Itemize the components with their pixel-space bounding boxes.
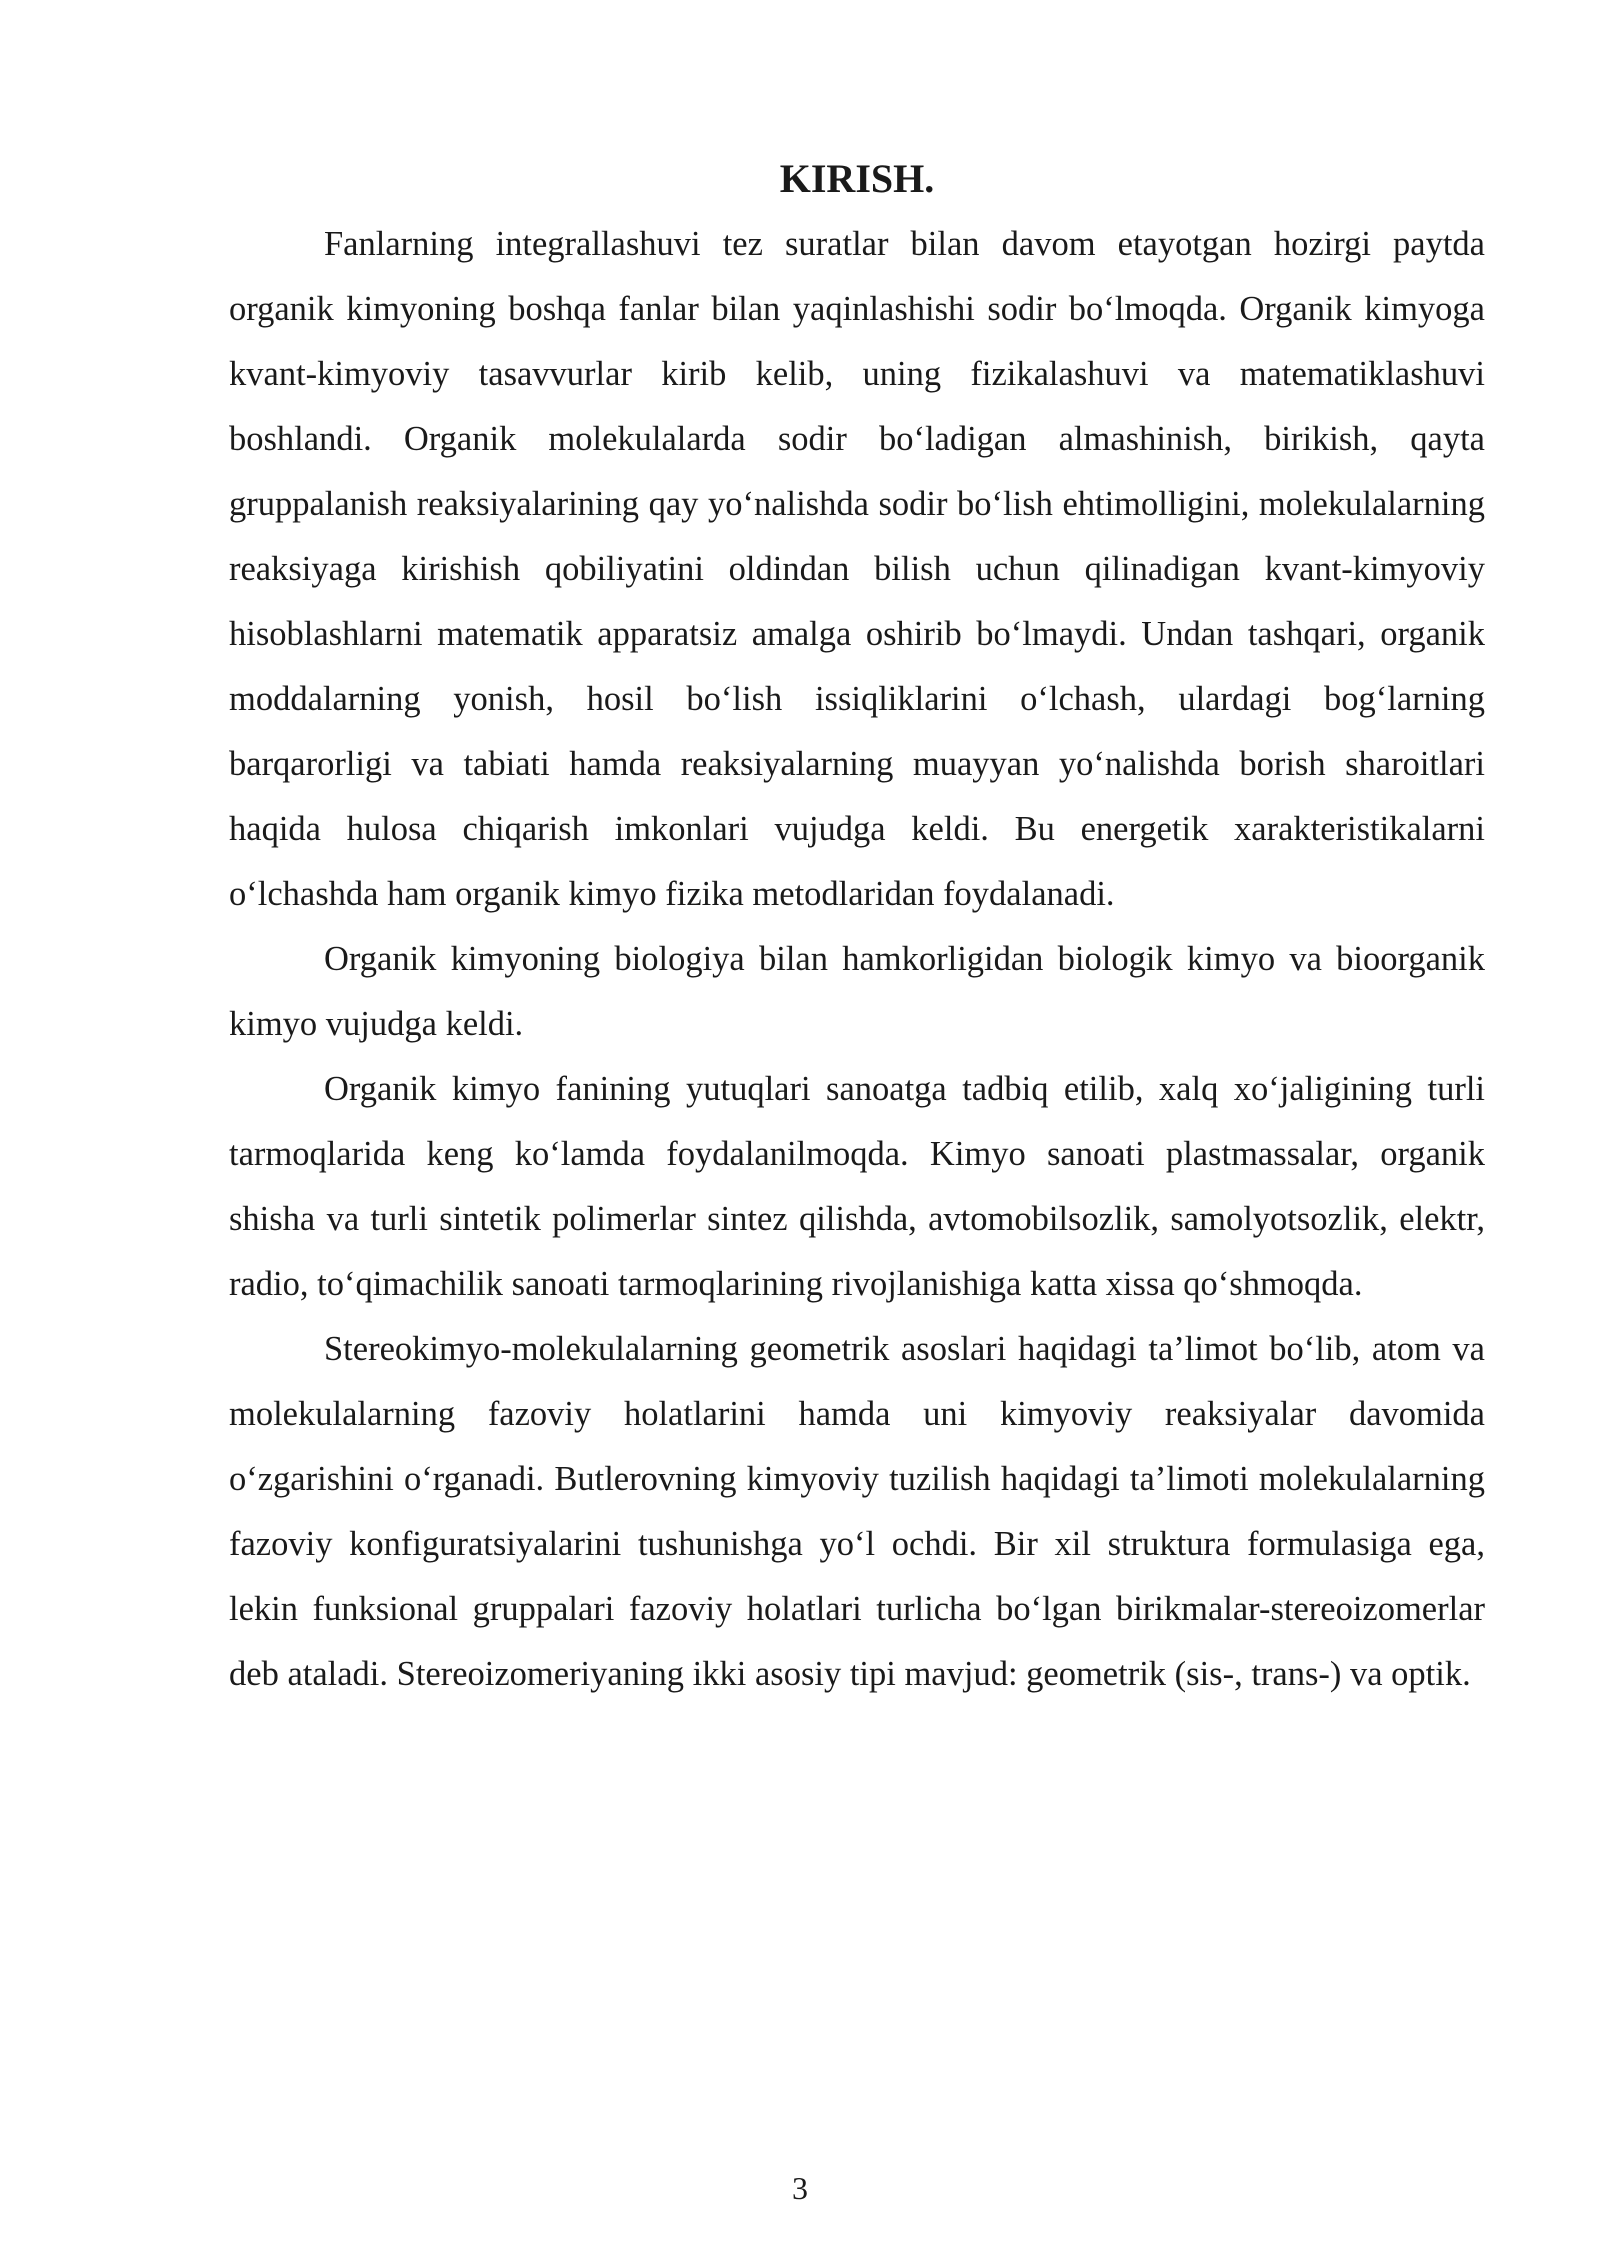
- paragraph-2: Organik kimyoning biologiya bilan hamkorligidan biologik kimyo va bioorganik kimyo vujudga keldi.: [229, 940, 1485, 1043]
- paragraph-4: Stereokimyo-molekulalarning geometrik asoslari haqidagi ta’limot bo‘lib, atom va molekulalarning fazoviy holatlarini hamda uni kimyoviy reaksiyalar davomida o‘zgarishini o‘rganadi. Butlerovning kimyoviy tuzilish haqidagi ta’limoti molekulalarning fazoviy konfiguratsiyalarini tushunishga yo‘l ochdi. Bir xil struktura formulasiga ega, lekin funksional gruppalari fazoviy holatlari turlicha bo‘lgan birikmalar-stereoizomerlar deb ataladi. Stereoizomeriyaning ikki asosiy tipi mavjud: geometrik (sis-, trans-) va optik.: [229, 1330, 1485, 1693]
- section-title: KIRISH.: [779, 156, 935, 201]
- paragraph-1: Fanlarning integrallashuvi tez suratlar bilan davom etayotgan hozirgi paytda organik kimyoning boshqa fanlar bilan yaqinlashishi sodir bo‘lmoqda. Organik kimyoga kvant-kimyoviy tasavvurlar kirib kelib, uning fizikalashuvi va matematiklashuvi boshlandi. Organik molekulalarda sodir bo‘ladigan almashinish, birikish, qayta gruppalanish reaksiyalarining qay yo‘nalishda sodir bo‘lish ehtimolligini, molekulalarning reaksiyaga kirishish qobiliyatini oldindan bilish uchun qilinadigan kvant-kimyoviy hisoblashlarni matematik apparatsiz amalga oshirib bo‘lmaydi. Undan tashqari, organik moddalarning yonish, hosil bo‘lish issiqliklarini o‘lchash, ulardagi bog‘larning barqarorligi va tabiati hamda reaksiyalarning muayyan yo‘nalishda borish sharoitlari haqida hulosa chiqarish imkonlari vujudga keldi. Bu energetik xarakteristikalarni o‘lchashda ham organik kimyo fizika metodlaridan foydalanadi.: [229, 225, 1485, 913]
- page-number: 3: [792, 2170, 808, 2206]
- paragraph-3: Organik kimyo fanining yutuqlari sanoatga tadbiq etilib, xalq xo‘jaligining turli tarmoqlarida keng ko‘lamda foydalanilmoqda. Kimyo sanoati plastmassalar, organik shisha va turli sintetik polimerlar sintez qilishda, avtomobilsozlik, samolyotsozlik, elektr, radio, to‘qimachilik sanoati tarmoqlarining rivojlanishiga katta xissa qo‘shmoqda.: [229, 1070, 1485, 1303]
- document-page: [229, 150, 1485, 1707]
